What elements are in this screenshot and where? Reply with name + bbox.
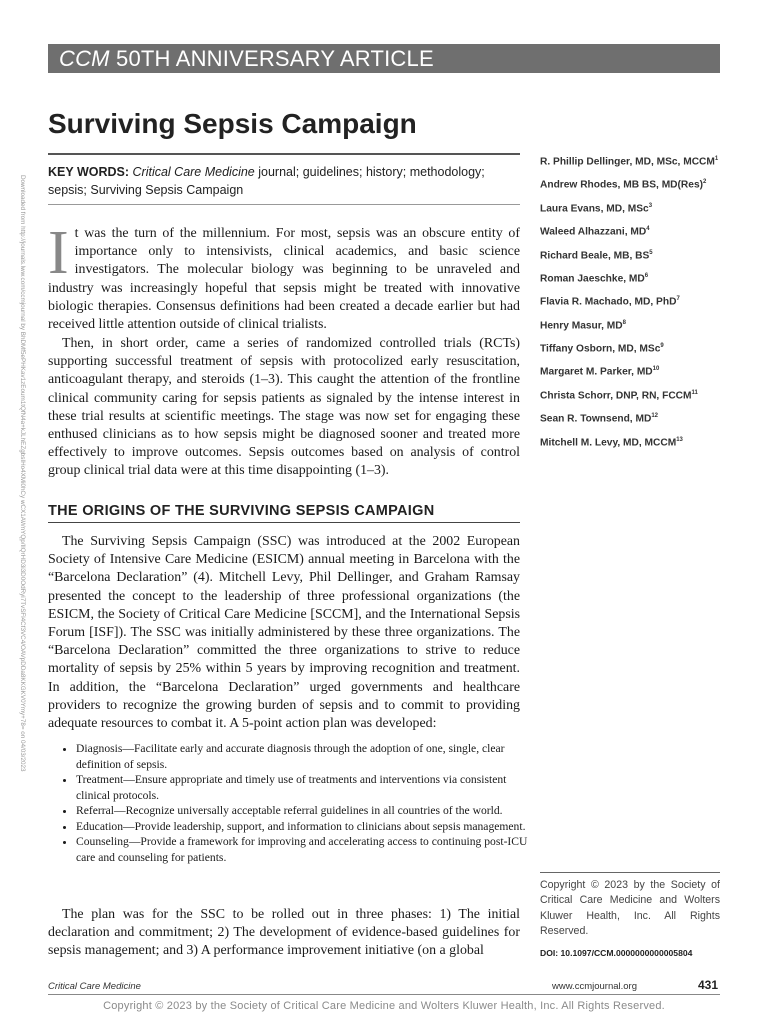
- list-item: • Counseling—Provide a framework for improving and accelerating access to continuing post-ICU care and counseling for patients.: [76, 834, 534, 865]
- author-affiliation: 8: [622, 319, 626, 326]
- author-affiliation: 2: [703, 179, 707, 186]
- author-name: R. Phillip Dellinger, MD, MSc, MCCM: [540, 156, 715, 168]
- author-affiliation: 13: [676, 436, 683, 443]
- author-item: [540, 433, 730, 451]
- author-item: [540, 386, 730, 404]
- author-item: [540, 316, 730, 334]
- keywords: [48, 153, 520, 199]
- author-item: [540, 222, 730, 240]
- paragraph-1: [48, 219, 520, 334]
- drop-cap: I: [48, 219, 69, 287]
- keywords-journal-name: Critical Care Medicine: [132, 165, 255, 179]
- page-number: 431: [698, 978, 719, 992]
- author-affiliation: 11: [691, 389, 698, 396]
- author-item: [540, 339, 730, 357]
- author-name: Waleed Alhazzani, MD: [540, 226, 647, 238]
- list-item: • Referral—Recognize universally acceptable referral guidelines in all countries of the world.: [76, 803, 534, 819]
- banner-label: 50TH ANNIVERSARY ARTICLE: [109, 46, 434, 71]
- author-name: Roman Jaeschke, MD: [540, 273, 645, 285]
- author-item: [540, 292, 730, 310]
- author-item: [540, 152, 730, 170]
- author-affiliation: 6: [644, 272, 649, 279]
- article-type-banner: [48, 44, 720, 73]
- list-item: • Treatment—Ensure appropriate and timely use of treatments and interventions via consistent clinical protocols.: [76, 772, 534, 803]
- copyright-box: Copyright © 2023 by the Society of Critical Care Medicine and Wolters Kluwer Health, Inc. All Rights Reserved.: [540, 872, 720, 939]
- keywords-label: KEY WORDS:: [48, 165, 133, 179]
- keywords-text: journal; guidelines; history; methodology; sepsis; Surviving Sepsis Campaign: [48, 165, 485, 197]
- list-item: • Diagnosis—Facilitate early and accurate diagnosis through the adoption of one, single, clear definition of sepsis.: [76, 741, 534, 772]
- author-affiliation: 4: [646, 226, 650, 233]
- paragraph-1-text: t was the turn of the millennium. For most, sepsis was an obscure entity of importance only to intensivists, clinical academics, and basic science investigators. The molecular biology was beginning to be unraveled and industry was increasingly hopeful that sepsis might be treated with innovative biologic therapies. Consensus definitions had been created a decade earlier but had received little attention outside of clinical trialists.: [48, 226, 520, 333]
- action-plan-list: [58, 741, 534, 865]
- author-list: [540, 152, 730, 456]
- paragraph-4: [48, 906, 520, 961]
- author-name: Andrew Rhodes, MB BS, MD(Res): [540, 179, 704, 191]
- author-name: Mitchell M. Levy, MD, MCCM: [540, 436, 677, 448]
- author-item: [540, 175, 730, 193]
- author-affiliation: 1: [714, 156, 719, 162]
- author-item: [540, 269, 730, 287]
- author-name: Christa Schorr, DNP, RN, FCCM: [540, 390, 692, 402]
- author-name: Richard Beale, MB, BS: [540, 249, 650, 261]
- author-affiliation: 9: [660, 343, 664, 349]
- keywords-divider: [48, 204, 520, 205]
- author-affiliation: 12: [651, 413, 659, 420]
- download-notice: [6, 175, 32, 772]
- banner-journal-abbrev: CCM: [59, 46, 110, 71]
- author-item: [540, 409, 730, 427]
- article-title: Surviving Sepsis Campaign: [48, 108, 417, 139]
- author-name: Henry Masur, MD: [540, 320, 623, 332]
- paragraph-3-text: The Surviving Sepsis Campaign (SSC) was introduced at the 2002 European Society of Intensive Care Medicine (ESICM) annual meeting in Barcelona with the “Barcelona Declaration” (4). Mitchell Levy, Phil Dellinger, and Graham Ramsay presented the concept to the leadership of three professional organizations (the ESICM, the Society of Critical Care Medicine [SCCM], and the International Sepsis Forum [ISF]). The SSC was initially administered by these three organizations. The “Barcelona Declaration” committed the three organizations to strive to reduce mortality of sepsis by 25% within 5 years by improving recognition and treatment. In addition, the “Barcelona Declaration” urged governments and healthcare providers to recognize the growing burden of sepsis and to commit to providing adequate resources to combat it. A 5-point action plan was developed:: [48, 534, 520, 732]
- list-item: • Education—Provide leadership, support, and information to clinicians about sepsis management.: [76, 819, 534, 835]
- author-affiliation: 10: [652, 366, 660, 373]
- download-notice-text: Downloaded from http://journals.lww.com/ccmjournal by BhDMf5ePHKav1zEoum1tQfN4a+kJLhEZgbsIHo4XMi0hCy wCX1AWnYQp/IlQrHD3i3D0OdRyi7TvSFl4Cf3VC4/OAVpDDa8KKGKV0Ymy+78= on 04/03/2023: [19, 175, 26, 772]
- paragraph-4-text: The plan was for the SSC to be rolled out in three phases: 1) The initial declaration and commitment; 2) The development of evidence-based guidelines for sepsis management; and 3) A performance improvement initiative (on a global: [48, 907, 520, 959]
- paragraph-2: [48, 335, 520, 481]
- author-name: Laura Evans, MD, MSc: [540, 203, 649, 215]
- author-name: Margaret M. Parker, MD: [540, 366, 653, 378]
- footer-journal: Critical Care Medicine: [48, 981, 141, 992]
- author-affiliation: 7: [676, 296, 680, 303]
- author-name: Tiffany Osborn, MD, MSc: [540, 343, 661, 355]
- author-name: Flavia R. Machado, MD, PhD: [540, 296, 677, 308]
- footer-url: www.ccmjournal.org: [552, 981, 637, 992]
- author-item: [540, 199, 730, 217]
- paragraph-3: [48, 533, 520, 733]
- footer-divider: [48, 994, 720, 995]
- footer-copyright: Copyright © 2023 by the Society of Critical Care Medicine and Wolters Kluwer Health, Inc. All Rights Reserved.: [103, 1000, 665, 1012]
- author-affiliation: 5: [649, 249, 653, 256]
- section-heading: THE ORIGINS OF THE SURVIVING SEPSIS CAMPAIGN: [48, 503, 520, 523]
- author-affiliation: 3: [648, 202, 653, 209]
- author-item: [540, 246, 730, 264]
- author-item: [540, 362, 730, 380]
- author-name: Sean R. Townsend, MD: [540, 413, 652, 425]
- doi: DOI: 10.1097/CCM.0000000000005804: [540, 948, 693, 958]
- paragraph-2-text: Then, in short order, came a series of randomized controlled trials (RCTs) supporting successful treatment of sepsis with protocolized early resuscitation, anticoagulant therapy, and steroids (1–3). This caught the attention of the frontline clinical community caring for sepsis patients as signaled by the intense interest in these trial results at scientific meetings. The stage was now set for engaging these enthused clinicians as to how sepsis might be diagnosed sooner and treated more effectively to improve outcomes. Sepsis outcomes based on analysis of control group clinical trial data were at this time disappointing (1–3).: [48, 336, 520, 479]
